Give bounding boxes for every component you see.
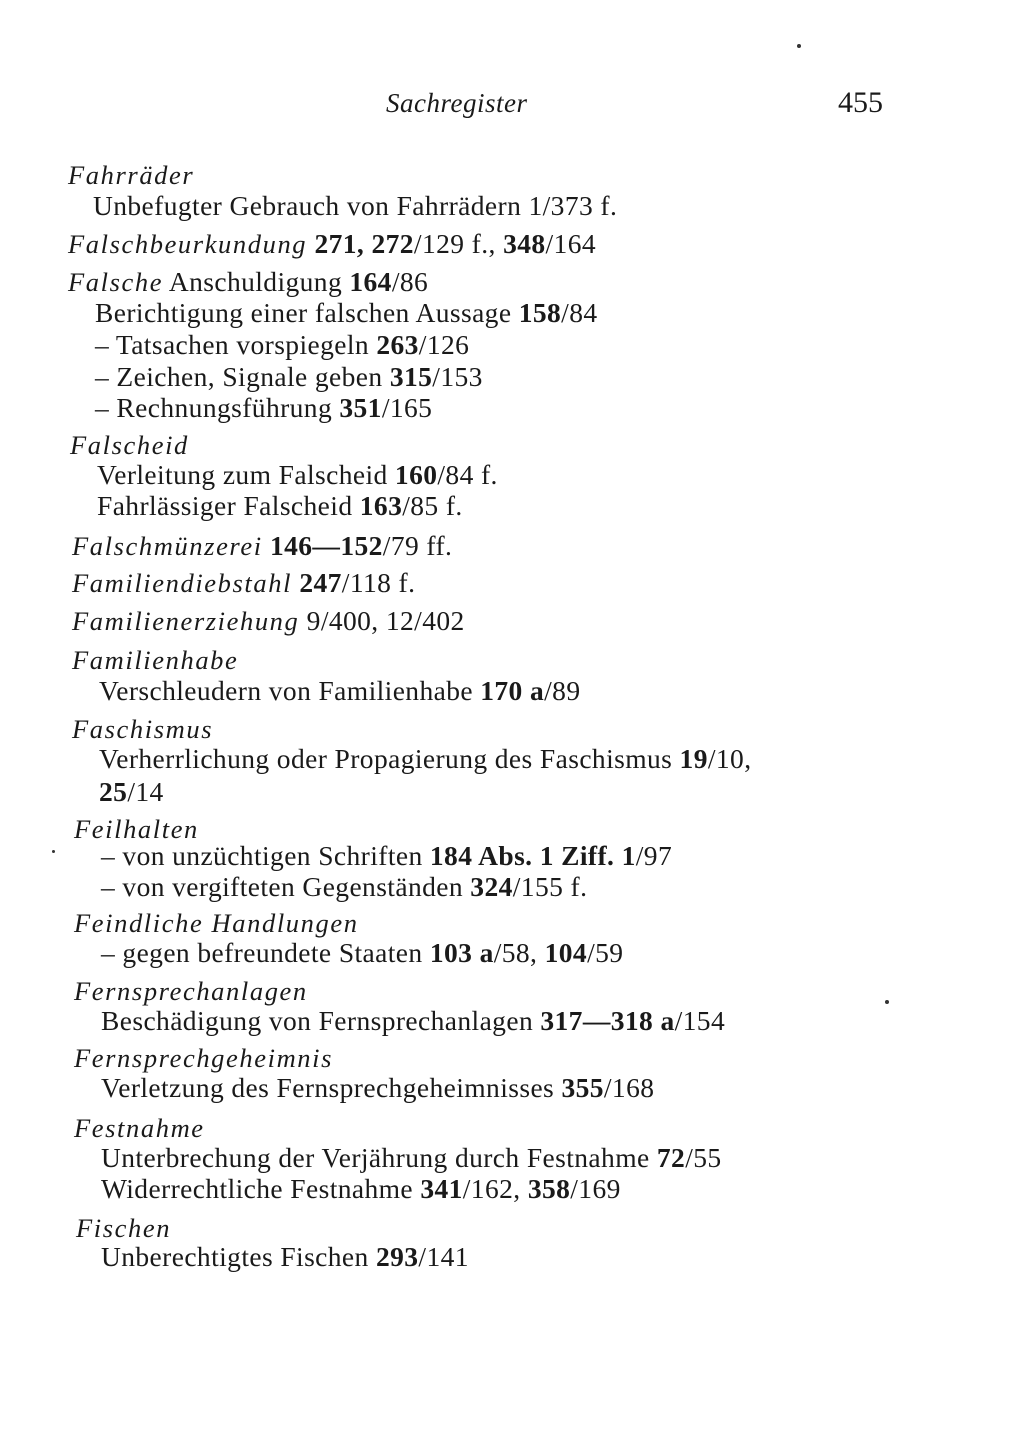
- scan-speck: [797, 44, 801, 48]
- index-subentry: Unberechtigtes Fischen 293/141: [101, 1241, 469, 1272]
- index-lemma: Fernsprechanlagen: [74, 976, 308, 1006]
- page-number: 455: [838, 86, 883, 119]
- index-subentry: – Tatsachen vorspiegeln 263/126: [95, 329, 470, 360]
- index-subentry: Berichtigung einer falschen Aussage 158/84: [95, 297, 598, 328]
- index-entry: Familiendiebstahl 247/118 f.: [72, 567, 416, 598]
- index-entry: Falsche Anschuldigung 164/86: [68, 266, 429, 297]
- index-lemma: Feilhalten: [74, 814, 199, 844]
- index-lemma: Fernsprechgeheimnis: [74, 1043, 334, 1073]
- index-subentry-continuation: 25/14: [99, 776, 164, 807]
- index-subentry: Verleitung zum Falscheid 160/84 f.: [97, 459, 498, 490]
- index-entry: Familienerziehung 9/400, 12/402: [72, 605, 465, 636]
- index-subentry: Unterbrechung der Verjährung durch Festnahme 72/55: [101, 1142, 722, 1173]
- index-subentry: – von vergifteten Gegenständen 324/155 f.: [101, 871, 588, 902]
- index-lemma: Fischen: [76, 1213, 172, 1243]
- index-lemma: Fahrräder: [68, 160, 195, 190]
- running-head: Sachregister: [386, 88, 528, 118]
- index-lemma: Familiendiebstahl: [72, 568, 293, 598]
- index-lemma: Falschmünzerei: [72, 531, 263, 561]
- index-lemma: Falscheid: [70, 430, 189, 460]
- index-subentry: – Rechnungsführung 351/165: [95, 392, 433, 423]
- index-subentry: – Zeichen, Signale geben 315/153: [95, 361, 483, 392]
- index-lemma: Falsche: [68, 267, 164, 297]
- index-lemma: Familienhabe: [72, 645, 239, 675]
- scan-speck: [885, 1000, 889, 1004]
- index-lemma: Faschismus: [72, 714, 214, 744]
- index-subentry: – gegen befreundete Staaten 103 a/58, 104/59: [101, 937, 624, 968]
- index-subentry: Verherrlichung oder Propagierung des Faschismus 19/10,: [99, 743, 752, 774]
- index-lemma: Festnahme: [74, 1113, 205, 1143]
- index-subentry: Verschleudern von Familienhabe 170 a/89: [99, 675, 581, 706]
- index-lemma: Feindliche Handlungen: [74, 908, 359, 938]
- index-subentry: Unbefugter Gebrauch von Fahrrädern 1/373 f.: [93, 190, 618, 221]
- index-subentry: Verletzung des Fernsprechgeheimnisses 355/168: [101, 1072, 655, 1103]
- index-lemma: Familienerziehung: [72, 606, 300, 636]
- index-subentry: Widerrechtliche Festnahme 341/162, 358/169: [101, 1173, 621, 1204]
- index-entry: Falschbeurkundung 271, 272/129 f., 348/164: [68, 228, 597, 259]
- index-subentry: – von unzüchtigen Schriften 184 Abs. 1 Ziff. 1/97: [101, 840, 673, 871]
- index-lemma: Falschbeurkundung: [68, 229, 308, 259]
- index-subentry: Fahrlässiger Falscheid 163/85 f.: [97, 490, 463, 521]
- index-subentry: Beschädigung von Fernsprechanlagen 317—318 a/154: [101, 1005, 726, 1036]
- scan-speck: [52, 850, 55, 853]
- index-entry: Falschmünzerei 146—152/79 ff.: [72, 530, 453, 561]
